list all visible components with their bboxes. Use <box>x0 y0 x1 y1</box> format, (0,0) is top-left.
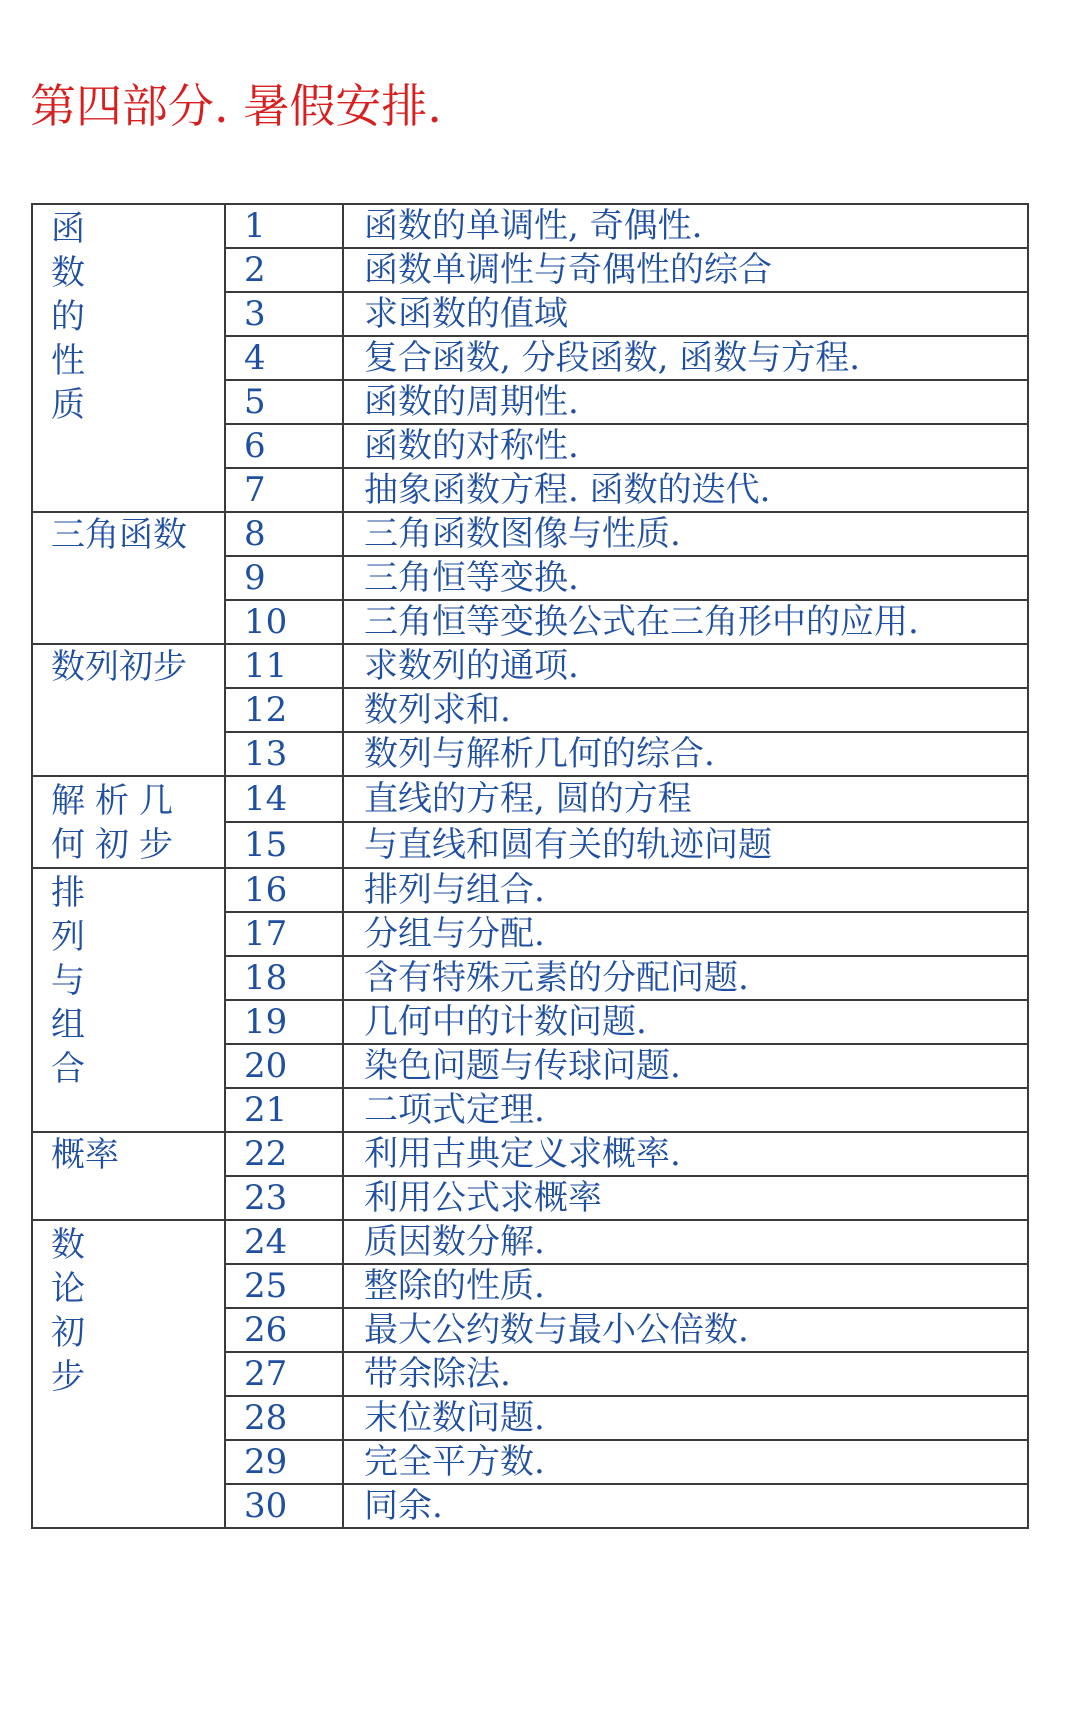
lesson-number: 19 <box>225 1000 343 1044</box>
lesson-topic: 函数的对称性. <box>343 424 1028 468</box>
page-title: 第四部分. 暑假安排. <box>30 79 442 133</box>
lesson-number: 26 <box>225 1308 343 1352</box>
lesson-topic: 抽象函数方程. 函数的迭代. <box>343 468 1028 512</box>
lesson-number: 2 <box>225 248 343 292</box>
lesson-topic: 数列求和. <box>343 688 1028 732</box>
lesson-number: 13 <box>225 732 343 776</box>
lesson-topic: 几何中的计数问题. <box>343 1000 1028 1044</box>
table-row <box>32 868 1028 912</box>
lesson-number: 28 <box>225 1396 343 1440</box>
group-cell <box>32 1220 225 1528</box>
lesson-topic: 末位数问题. <box>343 1396 1028 1440</box>
lesson-topic: 染色问题与传球问题. <box>343 1044 1028 1088</box>
lesson-topic: 含有特殊元素的分配问题. <box>343 956 1028 1000</box>
lesson-topic: 最大公约数与最小公倍数. <box>343 1308 1028 1352</box>
lesson-topic: 函数单调性与奇偶性的综合 <box>343 248 1028 292</box>
lesson-number: 16 <box>225 868 343 912</box>
group-label: 概率 <box>51 1135 119 1175</box>
lesson-number: 10 <box>225 600 343 644</box>
group-cell <box>32 512 225 644</box>
group-label: 数列初步 <box>51 647 187 687</box>
lesson-topic: 完全平方数. <box>343 1440 1028 1484</box>
lesson-number: 25 <box>225 1264 343 1308</box>
lesson-topic: 三角恒等变换公式在三角形中的应用. <box>343 600 1028 644</box>
lesson-number: 9 <box>225 556 343 600</box>
lesson-number: 15 <box>225 822 343 868</box>
group-cell <box>32 1132 225 1220</box>
lesson-number: 21 <box>225 1088 343 1132</box>
lesson-number: 6 <box>225 424 343 468</box>
lesson-number: 24 <box>225 1220 343 1264</box>
lesson-number: 30 <box>225 1484 343 1528</box>
table-row <box>32 204 1028 248</box>
lesson-number: 12 <box>225 688 343 732</box>
lesson-number: 18 <box>225 956 343 1000</box>
lesson-topic: 求函数的值域 <box>343 292 1028 336</box>
table-row <box>32 644 1028 688</box>
group-cell <box>32 644 225 776</box>
lesson-topic: 利用公式求概率 <box>343 1176 1028 1220</box>
lesson-number: 29 <box>225 1440 343 1484</box>
group-label: 解析几何初步 <box>51 781 183 865</box>
lesson-topic: 二项式定理. <box>343 1088 1028 1132</box>
lesson-number: 17 <box>225 912 343 956</box>
lesson-number: 20 <box>225 1044 343 1088</box>
lesson-number: 4 <box>225 336 343 380</box>
lesson-number: 3 <box>225 292 343 336</box>
lesson-topic: 排列与组合. <box>343 868 1028 912</box>
lesson-topic: 同余. <box>343 1484 1028 1528</box>
lesson-number: 8 <box>225 512 343 556</box>
group-label: 排列与组合 <box>51 873 85 1089</box>
lesson-topic: 三角函数图像与性质. <box>343 512 1028 556</box>
lesson-number: 11 <box>225 644 343 688</box>
lesson-number: 1 <box>225 204 343 248</box>
table-row <box>32 1220 1028 1264</box>
schedule-body <box>32 204 1028 1528</box>
group-cell <box>32 868 225 1132</box>
group-label: 数论初步 <box>51 1225 85 1397</box>
schedule-table <box>31 203 1029 1529</box>
lesson-number: 7 <box>225 468 343 512</box>
lesson-topic: 直线的方程, 圆的方程 <box>343 776 1028 822</box>
lesson-topic: 数列与解析几何的综合. <box>343 732 1028 776</box>
lesson-topic: 分组与分配. <box>343 912 1028 956</box>
lesson-topic: 复合函数, 分段函数, 函数与方程. <box>343 336 1028 380</box>
lesson-number: 5 <box>225 380 343 424</box>
lesson-number: 27 <box>225 1352 343 1396</box>
lesson-topic: 函数的周期性. <box>343 380 1028 424</box>
lesson-topic: 整除的性质. <box>343 1264 1028 1308</box>
table-row <box>32 1132 1028 1176</box>
lesson-number: 22 <box>225 1132 343 1176</box>
group-label: 三角函数 <box>51 515 187 555</box>
group-label: 函数的性质 <box>51 209 85 425</box>
lesson-topic: 质因数分解. <box>343 1220 1028 1264</box>
lesson-topic: 利用古典定义求概率. <box>343 1132 1028 1176</box>
lesson-topic: 函数的单调性, 奇偶性. <box>343 204 1028 248</box>
table-row <box>32 512 1028 556</box>
lesson-number: 23 <box>225 1176 343 1220</box>
lesson-topic: 带余除法. <box>343 1352 1028 1396</box>
lesson-topic: 与直线和圆有关的轨迹问题 <box>343 822 1028 868</box>
table-row <box>32 776 1028 822</box>
group-cell <box>32 776 225 868</box>
group-cell <box>32 204 225 512</box>
lesson-topic: 求数列的通项. <box>343 644 1028 688</box>
lesson-number: 14 <box>225 776 343 822</box>
lesson-topic: 三角恒等变换. <box>343 556 1028 600</box>
